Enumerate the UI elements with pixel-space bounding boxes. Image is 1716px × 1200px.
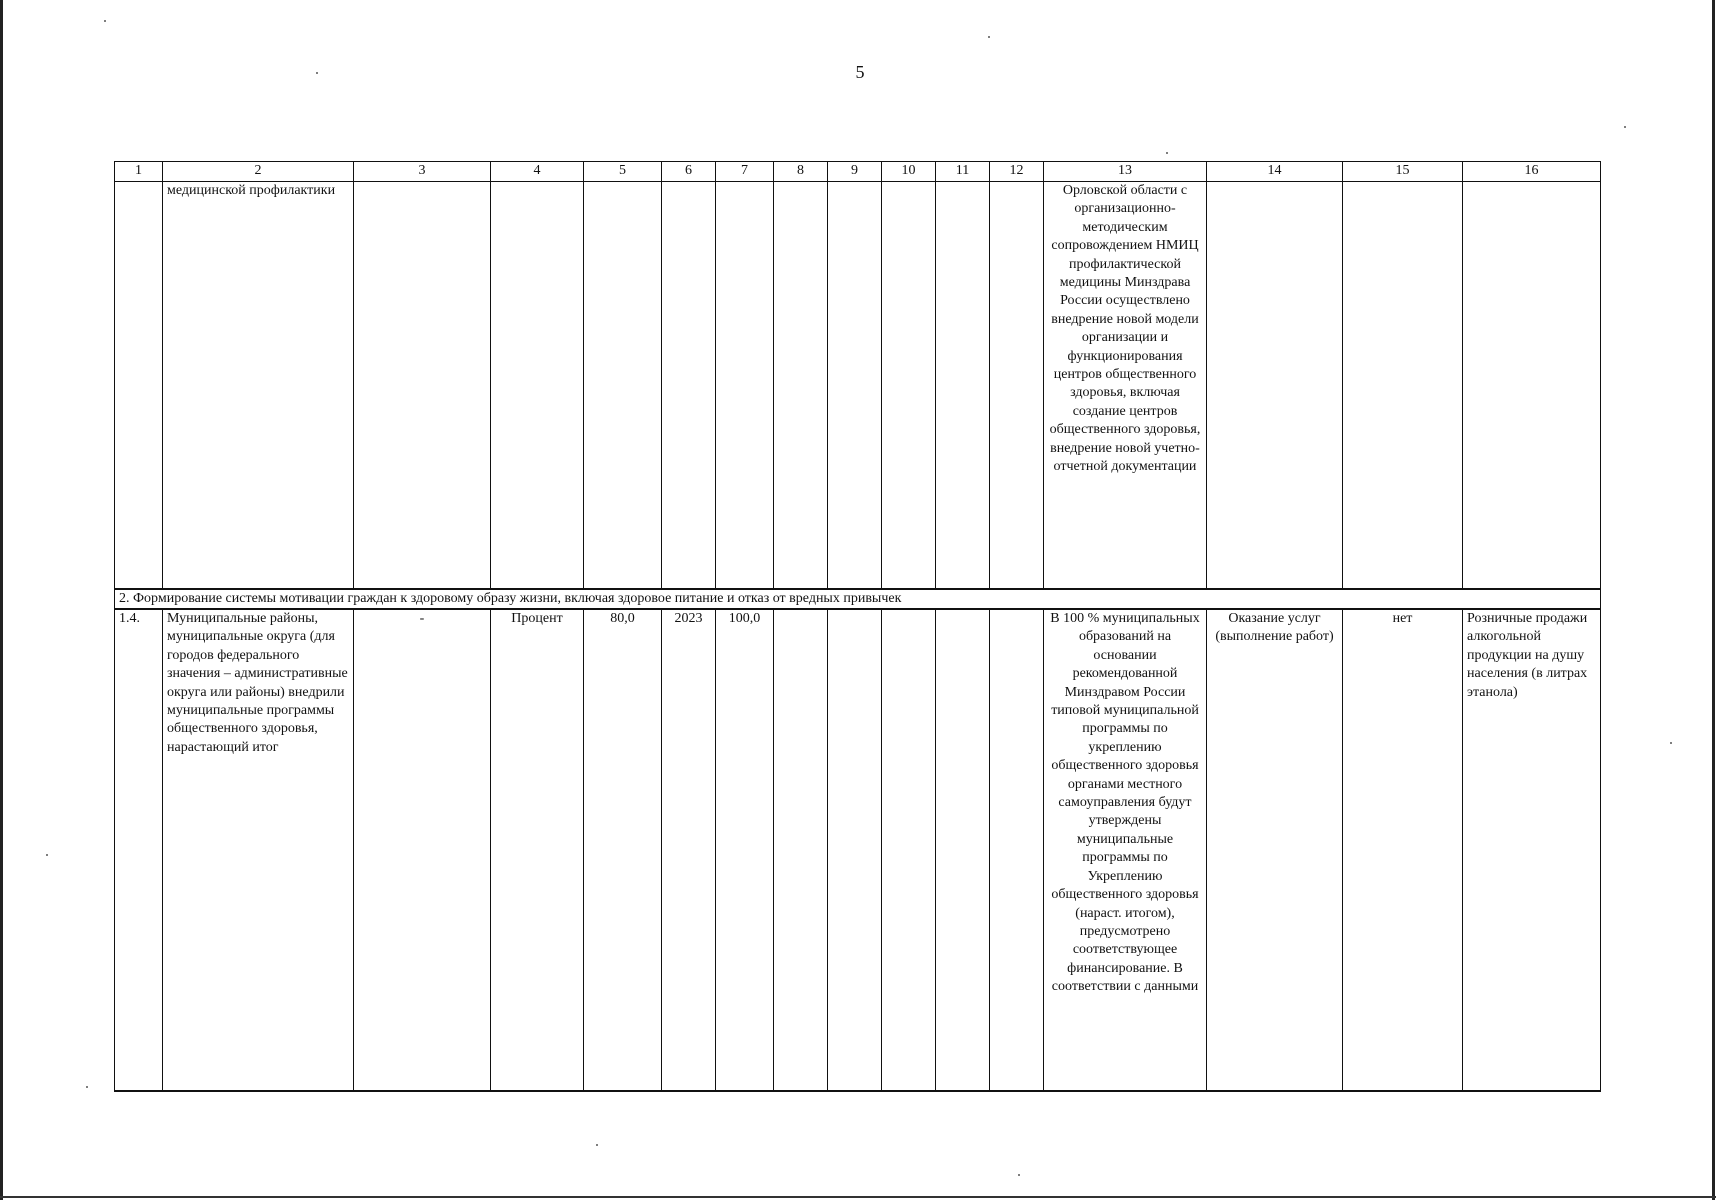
column-number: 3 xyxy=(354,162,491,182)
cell-empty xyxy=(774,182,828,590)
column-number: 1 xyxy=(115,162,163,182)
cell-empty xyxy=(662,182,716,590)
cell-column-12 xyxy=(990,609,1044,1091)
scan-speck xyxy=(46,854,48,856)
column-number: 2 xyxy=(163,162,354,182)
scan-speck xyxy=(1018,1174,1020,1176)
scan-speck xyxy=(104,20,106,22)
column-number: 9 xyxy=(828,162,882,182)
cell-empty xyxy=(491,182,584,590)
column-number-row xyxy=(115,162,1601,182)
cell-column-15: нет xyxy=(1343,609,1463,1091)
report-table xyxy=(114,161,1601,1092)
column-number: 8 xyxy=(774,162,828,182)
cell-column-11 xyxy=(936,609,990,1091)
table-row-1-4 xyxy=(115,609,1601,1091)
scan-speck xyxy=(1670,742,1672,744)
column-number: 14 xyxy=(1207,162,1343,182)
cell-indicator-name: медицинской профилактики xyxy=(163,182,354,590)
cell-result-description: В 100 % муниципальных образований на основании рекомендованной Минздравом России типовой муниципальной программы по укреплению общественного здоровья органами местного самоуправления будут утверждены муниципальные программы по Укреплению общественного здоровья (нараст. итогом), предусмотрено соответствующее финансирование. В соответствии с данными xyxy=(1044,609,1207,1091)
cell-year: 2023 xyxy=(662,609,716,1091)
cell-base-value: 80,0 xyxy=(584,609,662,1091)
scan-edge-right xyxy=(1712,0,1715,1200)
column-number: 13 xyxy=(1044,162,1207,182)
scan-speck xyxy=(86,1086,88,1088)
column-number: 11 xyxy=(936,162,990,182)
scan-edge-left xyxy=(0,0,3,1200)
scan-edge-bottom xyxy=(0,1196,1716,1198)
column-number: 15 xyxy=(1343,162,1463,182)
section-heading-row xyxy=(115,589,1601,609)
cell-target-value: 100,0 xyxy=(716,609,774,1091)
cell-result-type: Оказание услуг (выполнение работ) xyxy=(1207,609,1343,1091)
scan-speck xyxy=(1624,126,1626,128)
cell-related-indicator: Розничные продажи алкогольной продукции на душу населения (в литрах этанола) xyxy=(1463,609,1601,1091)
section-heading: 2. Формирование системы мотивации граждан к здоровому образу жизни, включая здоровое питание и отказ от вредных привычек xyxy=(115,589,1601,609)
cell-empty xyxy=(1343,182,1463,590)
cell-indicator-name: Муниципальные районы, муниципальные округа (для городов федерального значения – административные округа или районы) внедрили муниципальные программы общественного здоровья, нарастающий итог xyxy=(163,609,354,1091)
column-number: 10 xyxy=(882,162,936,182)
cell-column-9 xyxy=(828,609,882,1091)
column-number: 4 xyxy=(491,162,584,182)
cell-empty xyxy=(1463,182,1601,590)
cell-empty xyxy=(990,182,1044,590)
cell-empty xyxy=(584,182,662,590)
scan-speck xyxy=(988,36,990,38)
column-number: 12 xyxy=(990,162,1044,182)
scan-speck xyxy=(316,72,318,74)
cell-empty xyxy=(882,182,936,590)
column-number: 16 xyxy=(1463,162,1601,182)
cell-empty xyxy=(716,182,774,590)
cell-empty xyxy=(354,182,491,590)
scan-speck xyxy=(596,1144,598,1146)
cell-unit: Процент xyxy=(491,609,584,1091)
table-row-continued xyxy=(115,182,1601,590)
cell-result-description: Орловской области с организационно-методическим сопровождением НМИЦ профилактической медицины Минздрава России осуществлено внедрение новой модели организации и функционирования центров общественного здоровья, включая создание центров общественного здоровья, внедрение новой учетно-отчетной документации xyxy=(1044,182,1207,590)
page-number: 5 xyxy=(855,62,865,82)
column-number: 5 xyxy=(584,162,662,182)
cell-empty xyxy=(1207,182,1343,590)
cell-column-10 xyxy=(882,609,936,1091)
cell-column-3: - xyxy=(354,609,491,1091)
cell-number: 1.4. xyxy=(115,609,163,1091)
cell-empty xyxy=(828,182,882,590)
column-number: 7 xyxy=(716,162,774,182)
cell-number xyxy=(115,182,163,590)
cell-column-8 xyxy=(774,609,828,1091)
cell-empty xyxy=(936,182,990,590)
scan-speck xyxy=(1166,152,1168,154)
column-number: 6 xyxy=(662,162,716,182)
